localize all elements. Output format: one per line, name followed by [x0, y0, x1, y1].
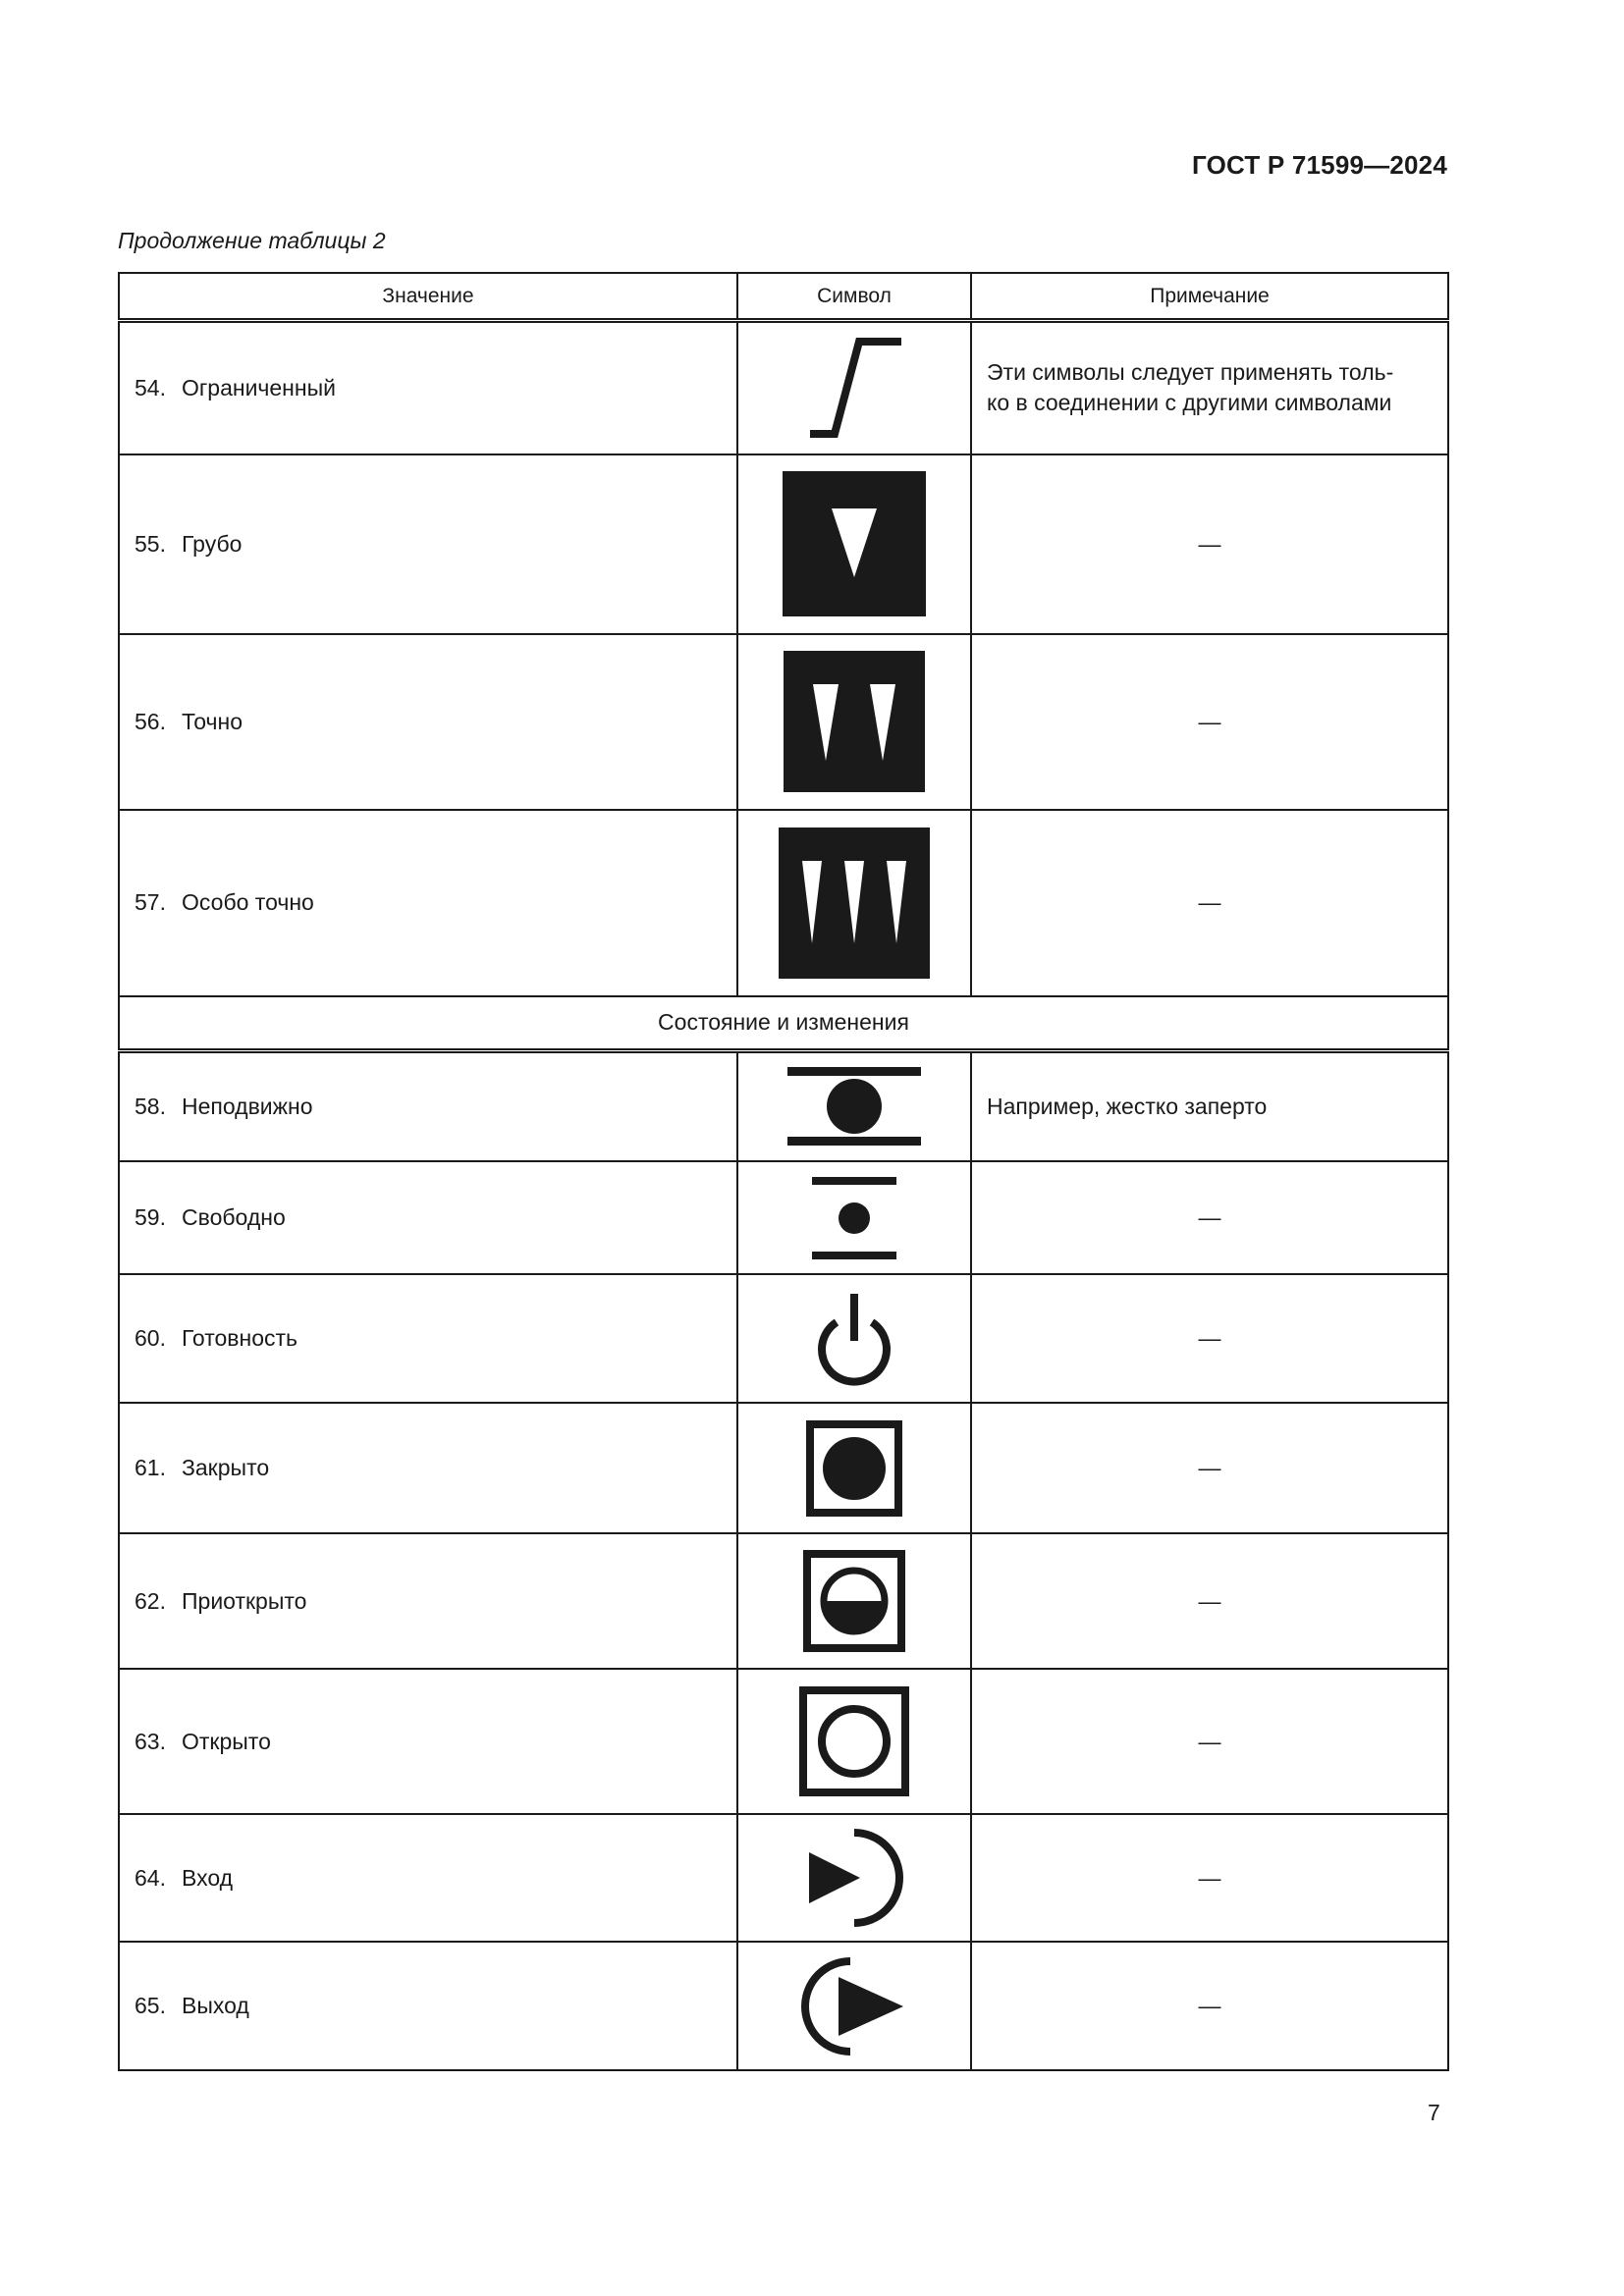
row-meaning: Выход	[182, 1993, 249, 2018]
meaning-cell	[119, 321, 737, 454]
symbol-cell	[737, 634, 971, 810]
row-number: 54.	[135, 374, 166, 400]
symbol-cell	[737, 454, 971, 634]
table-row	[119, 454, 1448, 634]
symbol-cell	[737, 1161, 971, 1274]
page-number: 7	[1428, 2100, 1440, 2125]
header-note: Примечание	[971, 273, 1448, 321]
header-symbol: Символ	[737, 273, 971, 321]
note-cell: —	[971, 1533, 1448, 1669]
symbol-cell	[737, 1050, 971, 1161]
meaning-cell	[119, 1942, 737, 2070]
meaning-cell	[119, 1814, 737, 1942]
note-line: ко в соединении с другими символами	[987, 390, 1392, 416]
header-meaning: Значение	[119, 273, 737, 321]
meaning-cell	[119, 1403, 737, 1533]
table-row	[119, 1161, 1448, 1274]
table-row	[119, 1533, 1448, 1669]
table-row	[119, 1669, 1448, 1814]
meaning-cell	[119, 1669, 737, 1814]
row-meaning: Особо точно	[182, 889, 314, 915]
symbol-cell	[737, 810, 971, 996]
table-row	[119, 321, 1448, 454]
symbol-cell	[737, 1669, 971, 1814]
note-cell: —	[971, 1669, 1448, 1814]
symbol-cell	[737, 1814, 971, 1942]
table-row	[119, 1050, 1448, 1161]
row-meaning: Открыто	[182, 1728, 271, 1754]
row-number: 63.	[135, 1728, 166, 1754]
table-caption: Продолжение таблицы 2	[118, 228, 386, 253]
row-number: 65.	[135, 1993, 166, 2018]
note-cell: —	[971, 1161, 1448, 1274]
closed-icon	[806, 1420, 902, 1517]
row-meaning: Готовность	[182, 1325, 298, 1351]
output-icon	[799, 1955, 909, 2057]
fine-icon	[784, 651, 925, 792]
note-cell	[971, 321, 1448, 454]
meaning-cell	[119, 1161, 737, 1274]
document-id: ГОСТ Р 71599—2024	[1192, 150, 1447, 180]
table-header-row	[119, 273, 1448, 321]
symbol-cell	[737, 1403, 971, 1533]
symbol-cell	[737, 1533, 971, 1669]
symbols-table	[118, 272, 1449, 2071]
table-row	[119, 1942, 1448, 2070]
fixed-icon	[787, 1067, 921, 1146]
note-cell: —	[971, 1814, 1448, 1942]
section-row	[119, 996, 1448, 1051]
note-cell: —	[971, 1403, 1448, 1533]
meaning-cell	[119, 454, 737, 634]
row-meaning: Ограниченный	[182, 374, 336, 400]
row-number: 62.	[135, 1587, 166, 1614]
row-meaning: Точно	[182, 708, 244, 734]
row-meaning: Неподвижно	[182, 1093, 313, 1119]
row-number: 64.	[135, 1864, 166, 1891]
meaning-cell	[119, 1533, 737, 1669]
note-cell: Например, жестко заперто	[971, 1050, 1448, 1161]
row-number: 61.	[135, 1455, 166, 1480]
half-open-icon	[803, 1550, 905, 1652]
meaning-cell	[119, 1274, 737, 1403]
free-icon	[812, 1177, 896, 1259]
input-icon	[803, 1827, 905, 1929]
symbol-cell	[737, 1274, 971, 1403]
symbol-cell	[737, 1942, 971, 2070]
table-row	[119, 634, 1448, 810]
note-cell: —	[971, 1274, 1448, 1403]
note-line: Эти символы следует применять толь-	[987, 359, 1394, 386]
note-cell: —	[971, 1942, 1448, 2070]
note-cell: —	[971, 810, 1448, 996]
meaning-cell	[119, 810, 737, 996]
row-meaning: Грубо	[182, 530, 243, 557]
meaning-cell	[119, 1050, 737, 1161]
table-row	[119, 1274, 1448, 1403]
section-title: Состояние и изменения	[119, 996, 1448, 1051]
limited-icon	[805, 336, 903, 440]
coarse-icon	[783, 471, 926, 616]
row-meaning: Приоткрыто	[182, 1587, 307, 1614]
row-meaning: Свободно	[182, 1204, 286, 1230]
row-meaning: Закрыто	[182, 1455, 270, 1480]
power-ready-icon	[812, 1290, 896, 1388]
open-icon	[799, 1686, 909, 1796]
row-number: 56.	[135, 708, 166, 734]
table-row	[119, 1403, 1448, 1533]
row-number: 59.	[135, 1204, 166, 1230]
symbol-cell	[737, 321, 971, 454]
row-number: 58.	[135, 1093, 166, 1119]
row-number: 55.	[135, 530, 166, 557]
extra-fine-icon	[779, 828, 930, 979]
note-cell: —	[971, 634, 1448, 810]
row-number: 57.	[135, 889, 166, 915]
table-row	[119, 1814, 1448, 1942]
row-number: 60.	[135, 1325, 166, 1351]
row-meaning: Вход	[182, 1864, 234, 1891]
table-row	[119, 810, 1448, 996]
meaning-cell	[119, 634, 737, 810]
note-cell: —	[971, 454, 1448, 634]
